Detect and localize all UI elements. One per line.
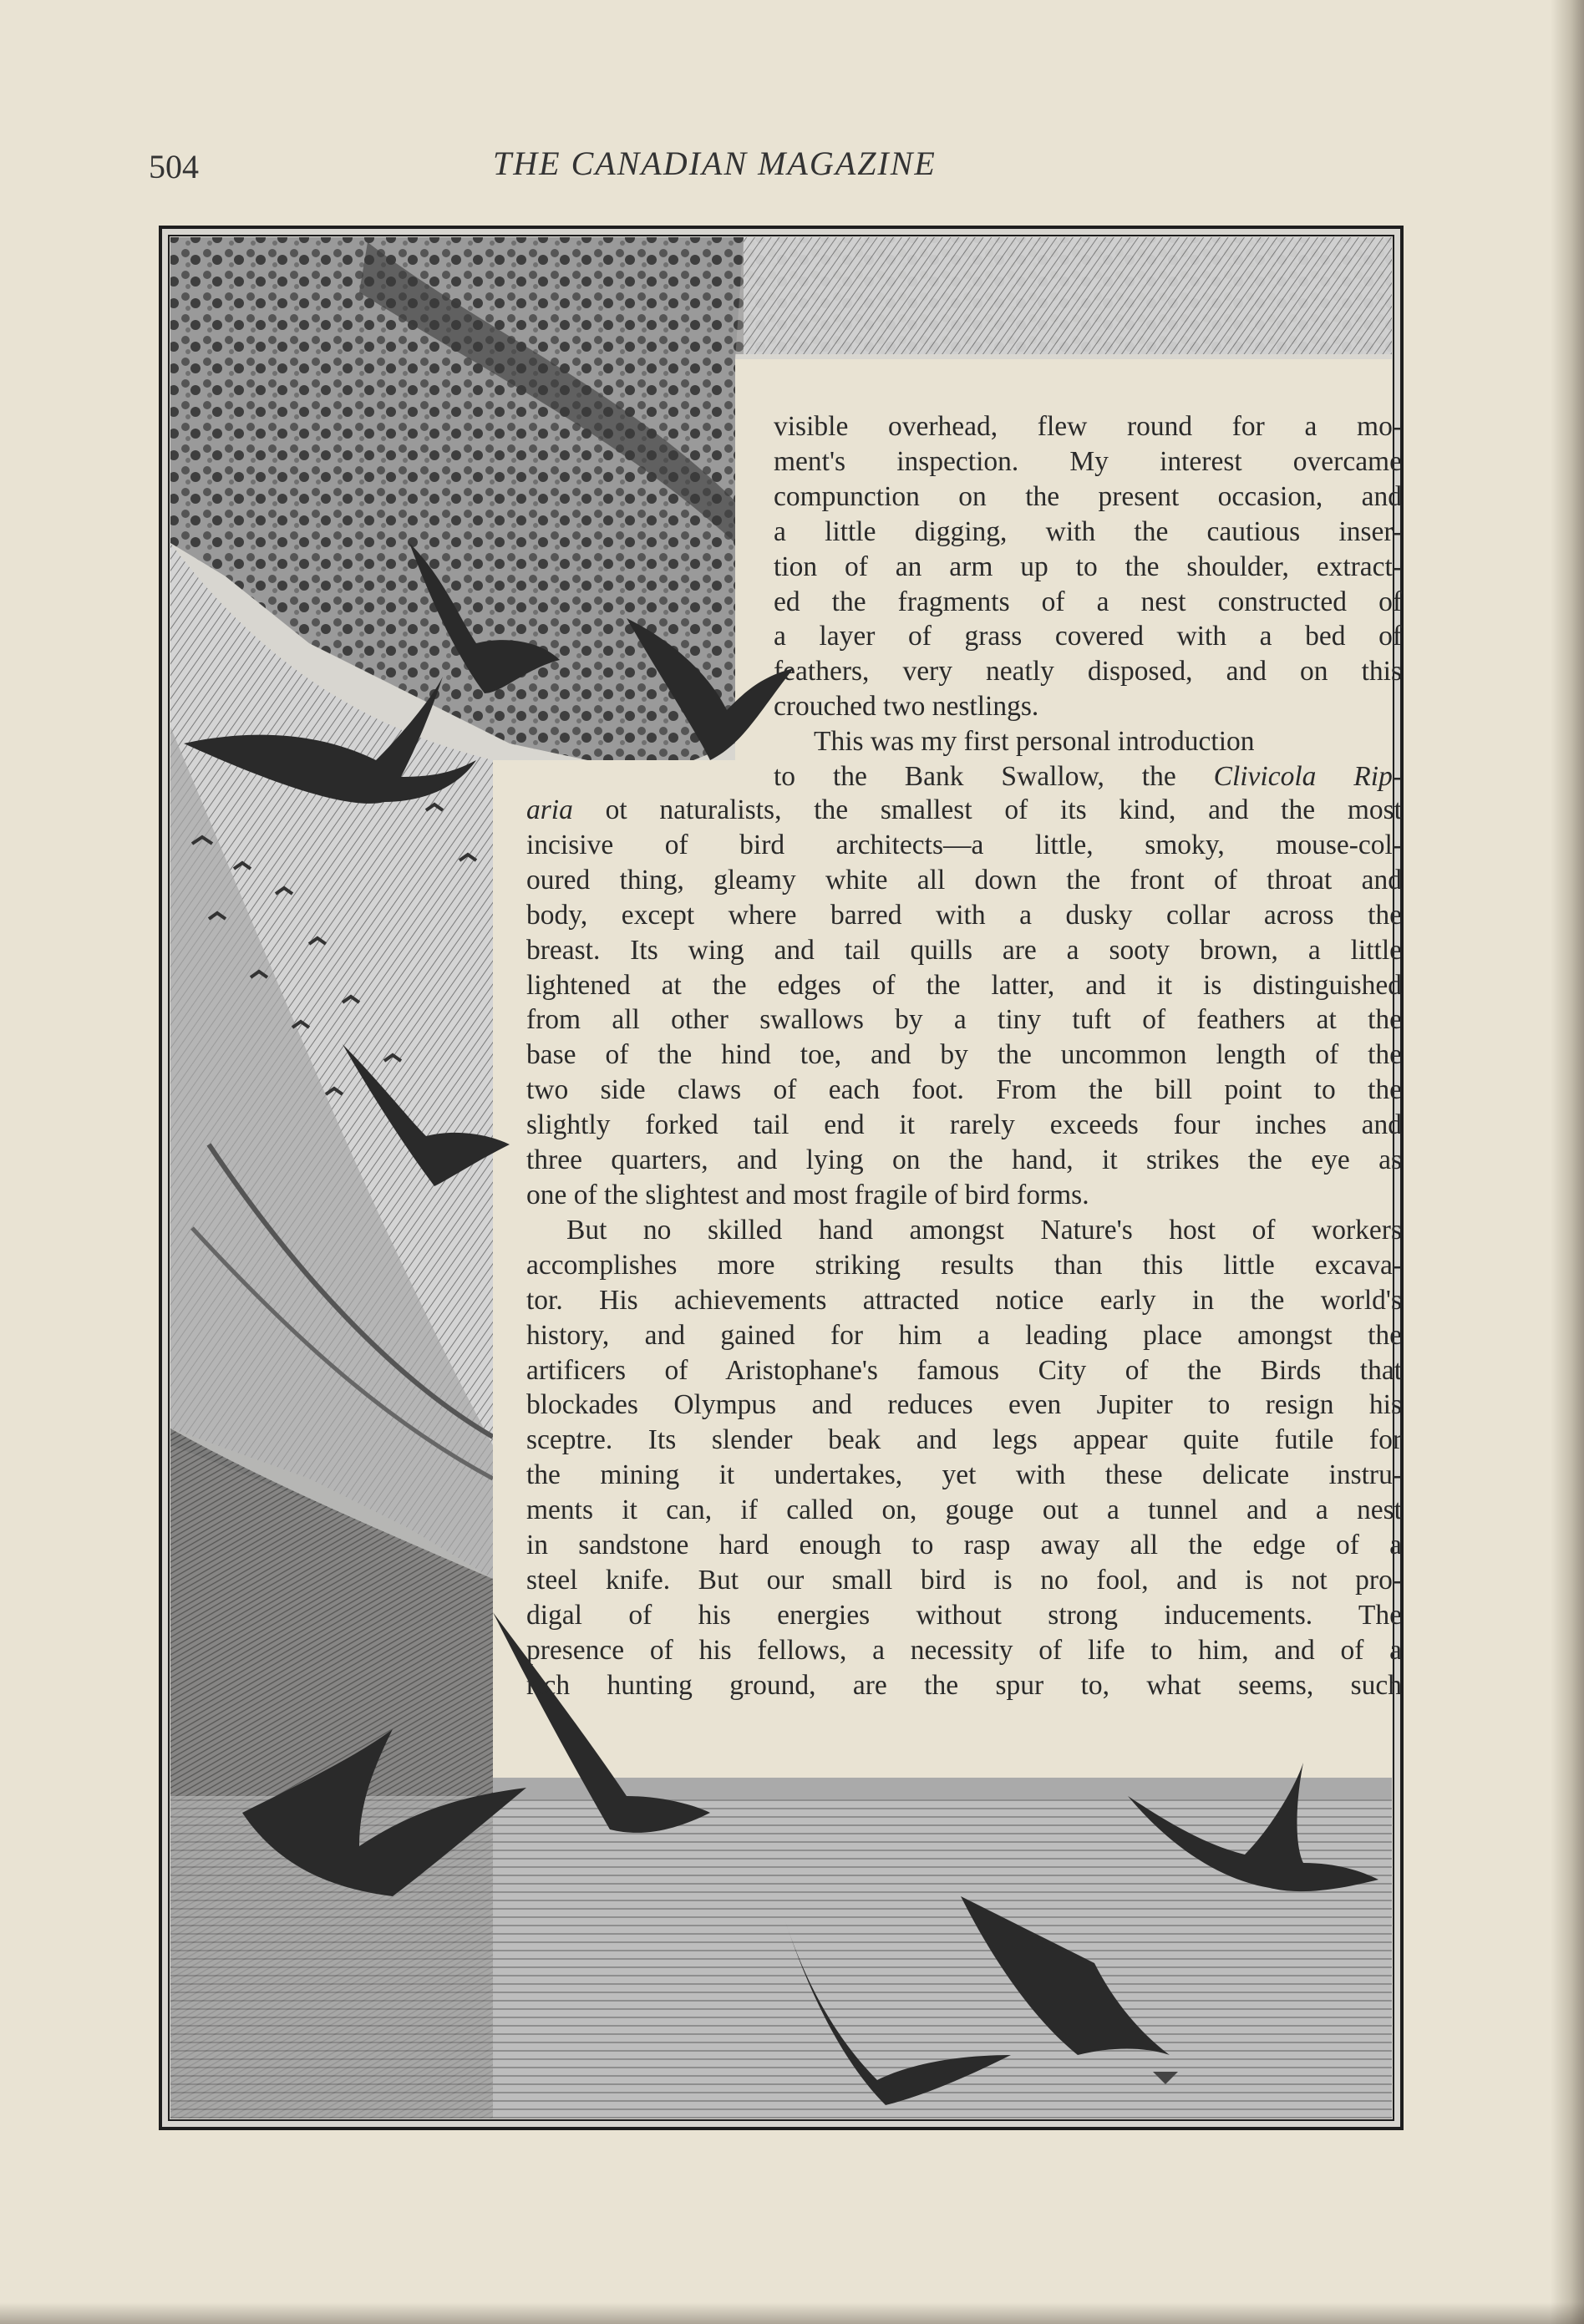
text-line: But no skilled hand amongst Nature's host of workers <box>566 1214 1402 1246</box>
article-lower-column <box>526 793 1402 1703</box>
article-upper-column <box>774 409 1402 794</box>
text-line: oured thing, gleamy white all down the front of throat and <box>526 864 1402 896</box>
paragraph-excavator <box>526 1213 1402 1703</box>
text-line: a little digging, with the cautious inser- <box>774 515 1402 547</box>
text-line: base of the hind toe, and by the uncommon length of the <box>526 1039 1402 1071</box>
text-fragment: to the Bank Swallow, the <box>774 761 1214 793</box>
text-line: sceptre. Its slender beak and legs appear quite futile for <box>526 1424 1402 1456</box>
text-line: ments it can, if called on, gouge out a tunnel and a nest <box>526 1494 1402 1526</box>
text-line: in sandstone hard enough to rasp away all the edge of a <box>526 1530 1402 1561</box>
paragraph-bank-swallow-description <box>526 793 1402 1213</box>
text-line: ed the fragments of a nest constructed of <box>774 586 1402 617</box>
text-line: blockades Olympus and reduces even Jupiter to resign his <box>526 1389 1402 1421</box>
text-line: tor. His achievements attracted notice early in the world's <box>526 1284 1402 1316</box>
page-edge-shadow <box>1551 0 1584 2324</box>
text-line: history, and gained for him a leading place amongst the <box>526 1319 1402 1351</box>
text-line: visible overhead, flew round for a mo- <box>774 411 1402 442</box>
text-fragment: ot naturalists, the smallest of its kind, and the most <box>572 794 1402 825</box>
text-line: lightened at the edges of the latter, and it is distinguished <box>526 969 1402 1001</box>
text-line: This was my first personal introduction <box>814 726 1255 758</box>
text-line: crouched two nestlings. <box>774 691 1039 723</box>
text-line: slightly forked tail end it rarely exceeds four inches and <box>526 1109 1402 1141</box>
paragraph-bank-swallow-intro-start <box>774 724 1402 794</box>
running-title: THE CANADIAN MAGAZINE <box>493 145 937 182</box>
text-line: the mining it undertakes, yet with these delicate instru- <box>526 1459 1402 1491</box>
text-line: feathers, very neatly disposed, and on this <box>774 656 1402 688</box>
text-line: artificers of Aristophane's famous City of the Birds that <box>526 1354 1402 1386</box>
text-line: two side claws of each foot. From the bill point to the <box>526 1074 1402 1106</box>
species-name-end: aria <box>526 794 573 825</box>
text-line <box>526 793 1402 828</box>
text-line <box>774 759 1402 794</box>
text-line: digal of his energies without strong inducements. The <box>526 1599 1402 1631</box>
species-name: Clivicola Rip- <box>1213 761 1402 793</box>
text-line: presence of his fellows, a necessity of life to him, and of a <box>526 1634 1402 1666</box>
page-number: 504 <box>149 148 199 185</box>
paragraph-continued <box>774 409 1402 724</box>
text-line: rich hunting ground, are the spur to, what seems, such <box>526 1669 1402 1701</box>
text-line: ment's inspection. My interest overcame <box>774 445 1402 477</box>
text-line: three quarters, and lying on the hand, it strikes the eye as <box>526 1144 1402 1176</box>
page-bottom-shadow <box>0 2302 1584 2324</box>
text-line: body, except where barred with a dusky collar across the <box>526 899 1402 931</box>
text-line: incisive of bird architects—a little, smoky, mouse-col- <box>526 829 1402 860</box>
text-line: compunction on the present occasion, and <box>774 480 1402 512</box>
text-line: steel knife. But our small bird is no fool, and is not pro- <box>526 1564 1402 1596</box>
text-line: from all other swallows by a tiny tuft of feathers at the <box>526 1004 1402 1036</box>
text-line: a layer of grass covered with a bed of <box>774 621 1402 652</box>
text-line: one of the slightest and most fragile of bird forms. <box>526 1179 1089 1210</box>
text-line: breast. Its wing and tail quills are a sooty brown, a little <box>526 934 1402 966</box>
text-line: accomplishes more striking results than this little excava- <box>526 1249 1402 1281</box>
text-line: tion of an arm up to the shoulder, extract- <box>774 551 1402 582</box>
